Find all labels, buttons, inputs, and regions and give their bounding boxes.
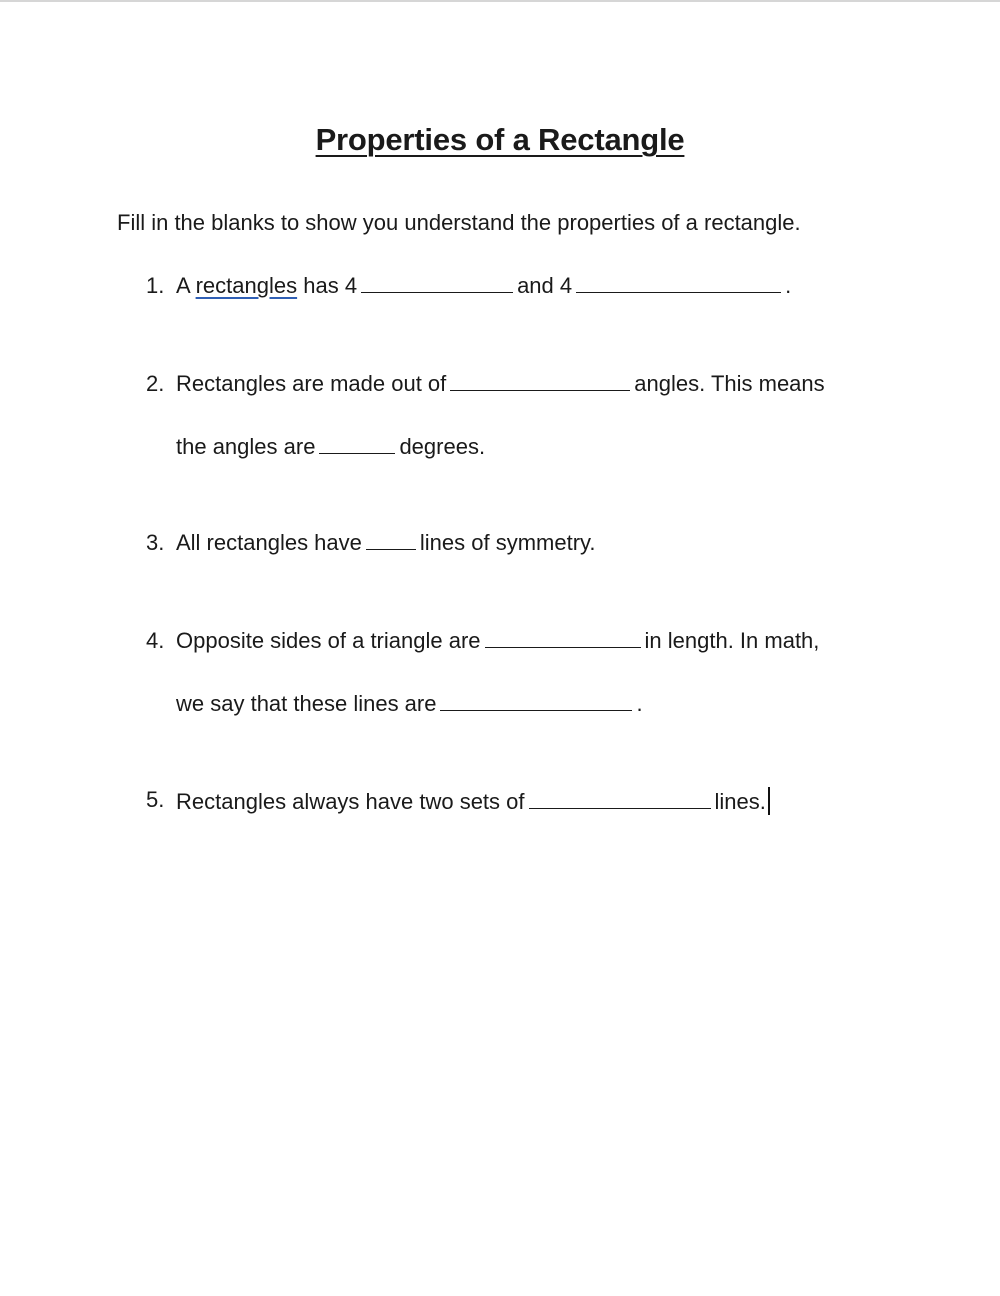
question-5	[0, 787, 1000, 817]
answer-blank[interactable]	[450, 372, 630, 391]
question-text	[176, 787, 770, 815]
question-1-text-b: has 4	[303, 273, 358, 298]
answer-blank[interactable]	[576, 274, 781, 293]
question-2-text-d: degrees.	[399, 434, 486, 459]
question-2-continued	[0, 434, 1000, 464]
question-3-text-a: All rectangles have	[176, 530, 362, 555]
question-4-text-d: .	[636, 691, 643, 716]
question-5-text-a: Rectangles always have two sets of	[176, 789, 525, 814]
question-text	[176, 530, 596, 556]
page-title: Properties of a Rectangle	[315, 122, 685, 157]
question-text	[176, 434, 485, 460]
question-2-text-b: angles. This means	[634, 371, 825, 396]
question-text	[176, 628, 819, 654]
question-2-text-a: Rectangles are made out of	[176, 371, 447, 396]
question-4-text-b: in length. In math,	[644, 628, 820, 653]
answer-blank[interactable]	[485, 629, 641, 648]
question-number: 2.	[146, 371, 165, 396]
question-3-text-b: lines of symmetry.	[419, 530, 596, 555]
misspelled-word[interactable]: rectangles	[195, 273, 298, 298]
question-number: 5.	[146, 787, 165, 812]
question-4-continued	[0, 691, 1000, 721]
answer-blank[interactable]	[529, 790, 711, 809]
question-1-text-c: and 4	[517, 273, 573, 298]
question-number: 3.	[146, 530, 165, 555]
question-number: 4.	[146, 628, 165, 653]
answer-blank[interactable]	[319, 435, 395, 454]
question-number: 1.	[146, 273, 165, 298]
text-cursor	[768, 787, 770, 815]
question-4-text-a: Opposite sides of a triangle are	[176, 628, 481, 653]
question-1	[0, 273, 1000, 303]
question-text	[176, 691, 643, 717]
answer-blank[interactable]	[440, 692, 632, 711]
answer-blank[interactable]	[366, 531, 416, 550]
question-4-text-c: we say that these lines are	[176, 691, 437, 716]
question-1-text-a: A	[176, 273, 190, 298]
answer-blank[interactable]	[361, 274, 513, 293]
question-1-text-d: .	[785, 273, 792, 298]
question-5-text-b: lines.	[714, 789, 766, 814]
question-2-text-c: the angles are	[176, 434, 316, 459]
question-2	[0, 371, 1000, 401]
question-4	[0, 628, 1000, 658]
question-3	[0, 530, 1000, 560]
question-text	[176, 273, 791, 299]
instructions: Fill in the blanks to show you understand the properties of a rectangle.	[117, 210, 801, 235]
question-text	[176, 371, 825, 397]
